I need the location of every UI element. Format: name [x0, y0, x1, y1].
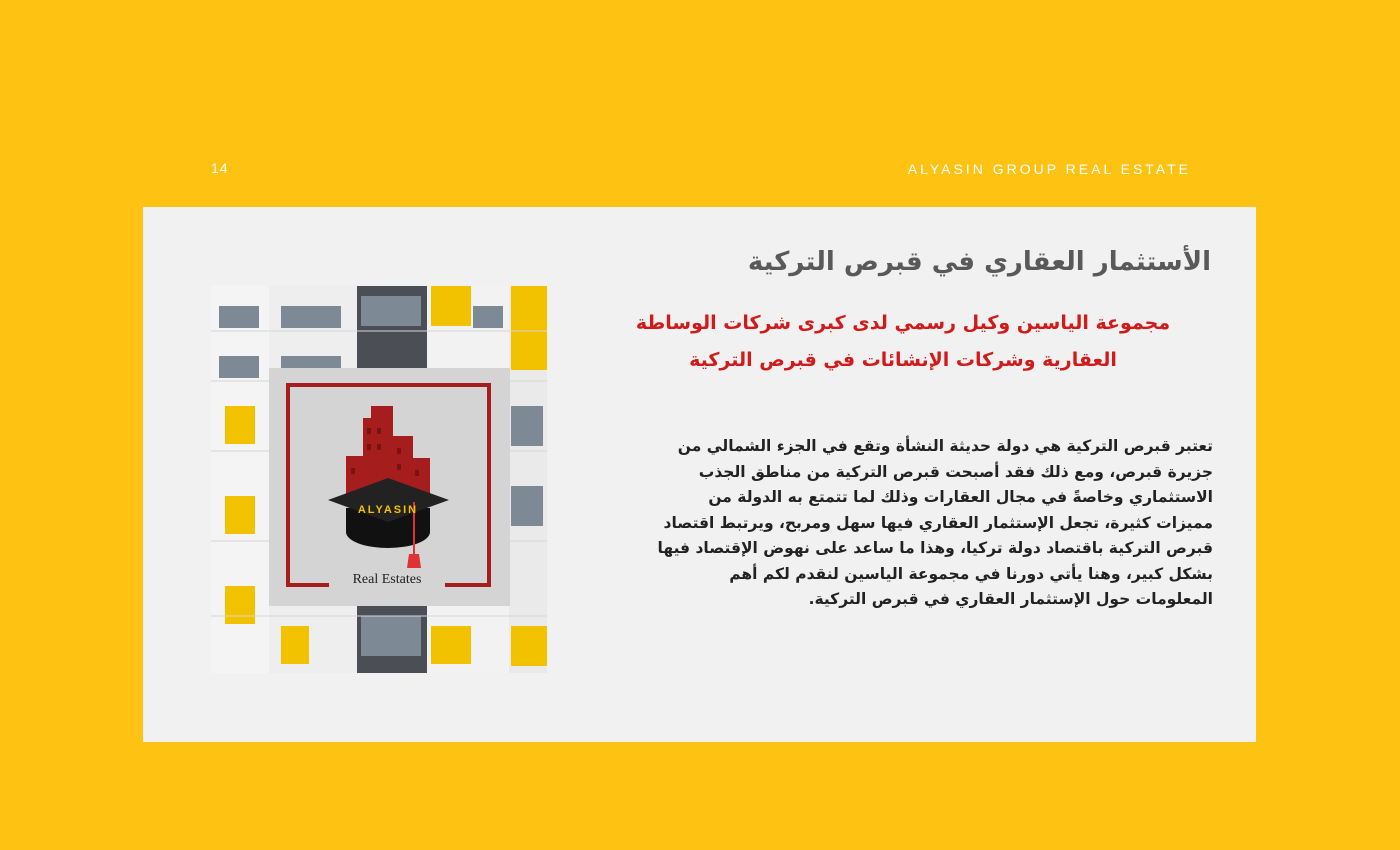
logo-wordmark: ALYASIN: [357, 504, 419, 516]
content-card: [143, 207, 1256, 742]
building-photo-with-logo: [211, 286, 547, 673]
page-number: 14: [211, 160, 229, 176]
body-paragraph: تعتبر قبرص التركية هي دولة حديثة النشأة وتقع في الجزء الشمالي من جزيرة قبرص، ومع ذلك فقد أصبحت قبرص التركية من مناطق الجذب الاستثماري وخاصةً في مجال العقارات وذلك لما تتمتع به الدولة من مميزات كثيرة، تجعل الإستثمار العقاري فيها سهل ومربح، ويرتبط اقتصاد قبرص التركية باقتصاد دولة تركيا، وهذا ما ساعد على نهوض الإقتصاد فيها بشكل كبير، وهنا يأتي دورنا في مجموعة الياسين لنقدم لكم أهم المعلومات حول الإستثمار العقاري في قبرص التركية.: [657, 437, 1213, 608]
logo-tagline: Real Estates: [352, 572, 422, 587]
page-title: الأستثمار العقاري في قبرص التركية: [747, 247, 1211, 277]
subtitle: مجموعة الياسين وكيل رسمي لدى كبرى شركات الوساطة العقارية وشركات الإنشائات في قبرص التركية: [635, 312, 1171, 371]
brand-header: ALYASIN GROUP REAL ESTATE: [907, 161, 1191, 177]
